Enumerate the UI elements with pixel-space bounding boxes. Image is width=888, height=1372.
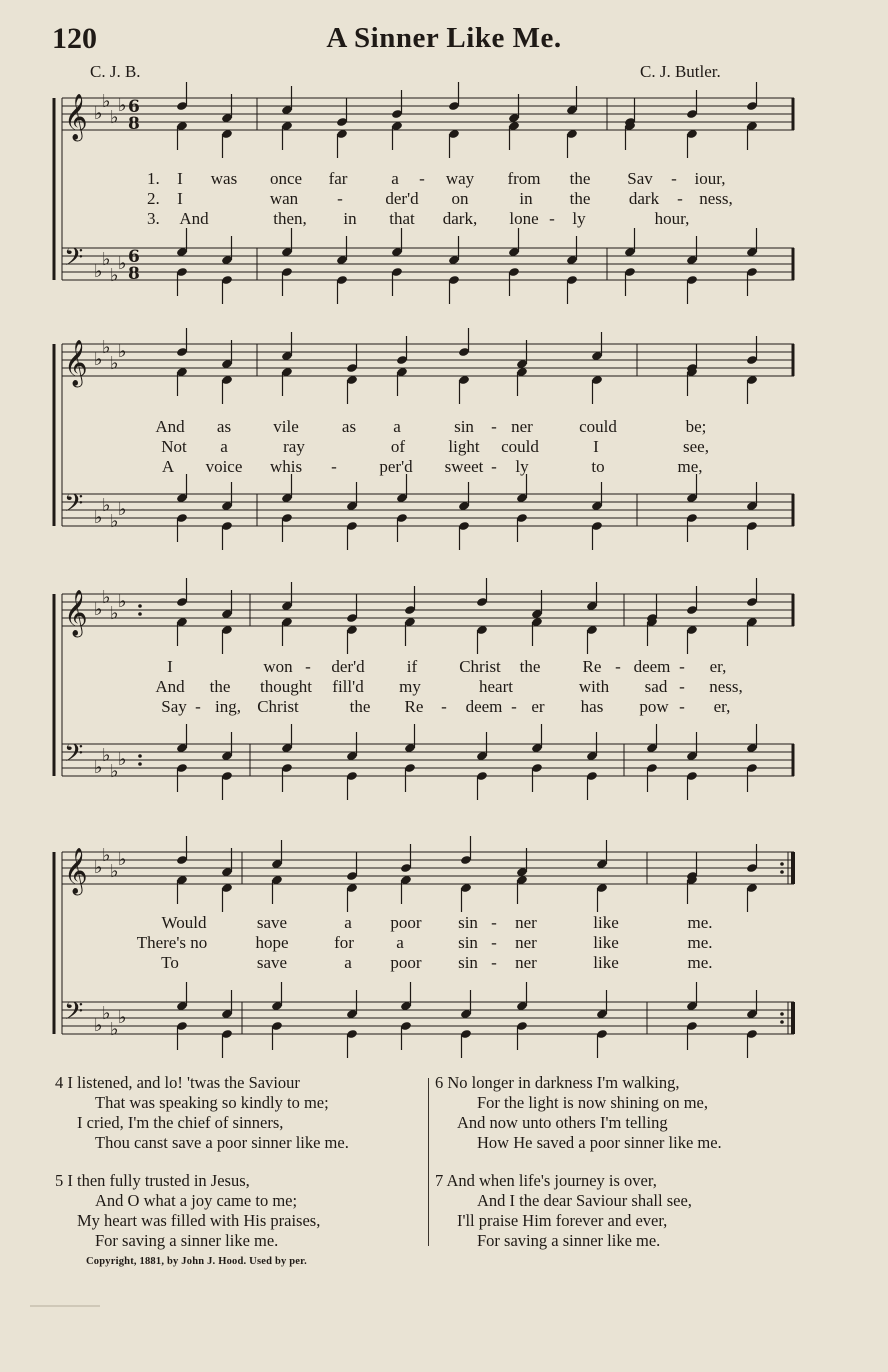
svg-text:8: 8	[128, 114, 140, 134]
syllable: save	[256, 913, 288, 932]
syllable: of	[390, 437, 406, 456]
syllable: wan	[269, 189, 299, 208]
svg-text:8: 8	[128, 264, 140, 284]
syllable: -	[615, 657, 621, 676]
music-system-4	[52, 808, 798, 1070]
syllable: deem	[633, 657, 671, 676]
hymn-title: A Sinner Like Me.	[326, 22, 562, 54]
verse-line: I then fully trusted in Jesus,	[67, 1171, 250, 1190]
verse-line: And when life's journey is over,	[446, 1171, 657, 1190]
syllable: a	[220, 437, 228, 456]
svg-text:♭: ♭	[102, 91, 111, 112]
svg-text:♭: ♭	[94, 507, 103, 528]
verse-line: For saving a sinner like me.	[477, 1231, 661, 1250]
syllable: with	[578, 677, 610, 696]
syllable: poor	[390, 913, 422, 932]
svg-text:𝄞: 𝄞	[64, 94, 88, 140]
syllable: There's no	[136, 933, 208, 952]
syllable: could	[501, 437, 539, 456]
syllable: me.	[687, 933, 713, 952]
verse-line: I cried, I'm the chief of sinners,	[77, 1113, 284, 1132]
verse-5	[55, 1171, 320, 1251]
syllable: dark	[628, 189, 660, 208]
syllable: for	[334, 933, 354, 952]
syllable: like	[593, 953, 619, 972]
syllable: has	[580, 697, 604, 716]
svg-text:♭: ♭	[94, 1015, 103, 1036]
syllable: the	[569, 169, 591, 188]
svg-text:♭: ♭	[110, 1019, 119, 1040]
svg-text:♭: ♭	[94, 757, 103, 778]
syllable: -	[491, 933, 497, 952]
verse-line: Thou canst save a poor sinner like me.	[95, 1133, 349, 1152]
syllable: -	[491, 417, 497, 436]
syllable: as	[216, 417, 232, 436]
syllable: poor	[390, 953, 422, 972]
syllable: sin	[458, 913, 478, 932]
svg-text:♭: ♭	[118, 499, 127, 520]
svg-text:𝄢: 𝄢	[64, 489, 84, 524]
syllable: ing,	[215, 697, 241, 716]
svg-text:𝄞: 𝄞	[64, 340, 88, 386]
syllable: I	[177, 169, 183, 188]
syllable: a	[391, 169, 399, 188]
column-divider	[428, 1078, 429, 1246]
syllable: -	[549, 209, 555, 228]
syllable: save	[256, 953, 288, 972]
verse-line: I listened, and lo! 'twas the Saviour	[67, 1073, 300, 1092]
syllable: ner	[515, 933, 537, 952]
svg-text:♭: ♭	[94, 349, 103, 370]
syllable: hope	[255, 933, 289, 952]
svg-text:6: 6	[128, 247, 140, 267]
verse-number: 6	[435, 1073, 444, 1092]
syllable: -	[419, 169, 425, 188]
syllable: Sav	[627, 169, 653, 188]
syllable: -	[305, 657, 311, 676]
syllable: hour,	[654, 209, 690, 228]
svg-text:♭: ♭	[118, 591, 127, 612]
syllable: sin	[458, 953, 478, 972]
syllable: -	[679, 657, 685, 676]
verse-line: And O what a joy came to me;	[95, 1191, 298, 1210]
syllable: sweet	[444, 457, 484, 476]
syllable: der'd	[385, 189, 419, 208]
syllable: iour,	[694, 169, 726, 188]
copyright-notice: Copyright, 1881, by John J. Hood. Used by per.	[86, 1256, 307, 1267]
syllable: -	[679, 677, 685, 696]
verse-line: My heart was filled with His praises,	[77, 1211, 321, 1230]
lyric-line	[52, 953, 798, 973]
syllable: ness,	[699, 189, 733, 208]
syllable: I	[167, 657, 173, 676]
syllable: Would	[161, 913, 207, 932]
syllable: -	[491, 913, 497, 932]
syllable: heart	[479, 677, 513, 696]
svg-text:𝄢: 𝄢	[64, 997, 84, 1032]
verse-4	[55, 1073, 349, 1153]
syllable: won	[263, 657, 293, 676]
syllable: the	[349, 697, 371, 716]
syllable: light	[448, 437, 480, 456]
verse-number: 4	[55, 1073, 64, 1092]
syllable: I	[593, 437, 599, 456]
syllable: sin	[458, 933, 478, 952]
syllable: could	[579, 417, 617, 436]
syllable: To	[161, 953, 179, 972]
syllable: ner	[515, 953, 537, 972]
syllable: the	[569, 189, 591, 208]
syllable: way	[445, 169, 475, 188]
syllable: dark,	[442, 209, 478, 228]
svg-text:♭: ♭	[110, 265, 119, 286]
music-credit: C. J. Butler.	[640, 62, 721, 81]
lyric-line	[52, 657, 798, 677]
syllable: be;	[685, 417, 707, 436]
svg-text:𝄞: 𝄞	[64, 848, 88, 894]
svg-text:♭: ♭	[118, 849, 127, 870]
syllable: in	[519, 189, 533, 208]
svg-text:♭: ♭	[94, 103, 103, 124]
syllable: A	[161, 457, 175, 476]
syllable: -	[441, 697, 447, 716]
syllable: on	[451, 189, 469, 208]
svg-text:6: 6	[128, 97, 140, 117]
verse-number: 3.	[147, 209, 160, 228]
syllable: -	[511, 697, 517, 716]
svg-text:♭: ♭	[102, 495, 111, 516]
verse-line: For saving a sinner like me.	[95, 1231, 279, 1250]
syllable: -	[195, 697, 201, 716]
syllable: -	[671, 169, 677, 188]
verse-line: That was speaking so kindly to me;	[95, 1093, 329, 1112]
syllable: then,	[273, 209, 307, 228]
syllable: per'd	[379, 457, 413, 476]
syllable: er,	[709, 657, 727, 676]
syllable: -	[491, 457, 497, 476]
syllable: Christ	[257, 697, 299, 716]
syllable: der'd	[331, 657, 365, 676]
syllable: like	[593, 913, 619, 932]
syllable: me.	[687, 953, 713, 972]
syllable: once	[269, 169, 303, 188]
syllable: me.	[687, 913, 713, 932]
syllable: a	[344, 953, 352, 972]
syllable: er	[531, 697, 545, 716]
svg-text:♭: ♭	[118, 253, 127, 274]
svg-text:♭: ♭	[110, 861, 119, 882]
svg-text:♭: ♭	[102, 249, 111, 270]
syllable: voice	[205, 457, 243, 476]
syllable: deem	[465, 697, 503, 716]
syllable: was	[210, 169, 238, 188]
svg-text:♭: ♭	[118, 341, 127, 362]
syllable: as	[341, 417, 357, 436]
syllable: Re	[404, 697, 424, 716]
svg-text:♭: ♭	[102, 845, 111, 866]
svg-text:♭: ♭	[110, 511, 119, 532]
syllable: -	[679, 697, 685, 716]
syllable: er,	[713, 697, 731, 716]
syllable: in	[343, 209, 357, 228]
syllable: if	[406, 657, 418, 676]
syllable: me,	[677, 457, 703, 476]
verse-7	[435, 1171, 692, 1251]
syllable: -	[677, 189, 683, 208]
verse-number: 1.	[147, 169, 160, 188]
syllable: -	[337, 189, 343, 208]
lyric-line	[52, 189, 798, 209]
syllable: I	[177, 189, 183, 208]
syllable: to	[591, 457, 605, 476]
syllable: lone	[509, 209, 539, 228]
lyric-line	[52, 417, 798, 437]
lyric-line	[52, 677, 798, 697]
syllable: vile	[273, 417, 299, 436]
svg-text:♭: ♭	[94, 857, 103, 878]
syllable: thought	[260, 677, 312, 696]
syllable: -	[331, 457, 337, 476]
verse-number: 7	[435, 1171, 444, 1190]
music-system-3	[52, 568, 798, 808]
syllable: like	[593, 933, 619, 952]
syllable: see,	[683, 437, 709, 456]
svg-text:♭: ♭	[110, 603, 119, 624]
syllable: ray	[283, 437, 305, 456]
syllable: the	[209, 677, 231, 696]
lyric-line	[52, 933, 798, 953]
svg-text:♭: ♭	[110, 107, 119, 128]
svg-text:♭: ♭	[118, 749, 127, 770]
words-credit: C. J. B.	[90, 62, 141, 81]
lyric-line	[52, 913, 798, 933]
music-system-2	[52, 328, 798, 568]
syllable: And	[155, 677, 185, 696]
syllable: a	[396, 933, 404, 952]
verse-6	[435, 1073, 722, 1153]
svg-text:𝄢: 𝄢	[64, 739, 84, 774]
svg-text:♭: ♭	[118, 1007, 127, 1028]
lyric-line	[52, 457, 798, 477]
svg-text:♭: ♭	[118, 95, 127, 116]
verse-line: No longer in darkness I'm walking,	[447, 1073, 680, 1092]
lyric-line	[52, 209, 798, 229]
syllable: And	[179, 209, 209, 228]
syllable: ly	[572, 209, 586, 228]
syllable: sad	[644, 677, 668, 696]
verse-number: 2.	[147, 189, 160, 208]
syllable: Not	[161, 437, 187, 456]
syllable: fill'd	[332, 677, 364, 696]
syllable: my	[399, 677, 421, 696]
svg-text:𝄢: 𝄢	[64, 243, 84, 278]
syllable: Re	[582, 657, 602, 676]
verse-line: I'll praise Him forever and ever,	[457, 1211, 668, 1230]
syllable: ly	[515, 457, 529, 476]
verse-line: For the light is now shining on me,	[477, 1093, 708, 1112]
svg-text:♭: ♭	[102, 1003, 111, 1024]
svg-text:♭: ♭	[102, 337, 111, 358]
svg-text:♭: ♭	[94, 599, 103, 620]
music-system-1	[52, 88, 798, 328]
svg-text:♭: ♭	[102, 745, 111, 766]
syllable: Say	[161, 697, 187, 716]
syllable: a	[393, 417, 401, 436]
syllable: ness,	[709, 677, 743, 696]
syllable: Christ	[459, 657, 501, 676]
syllable: And	[155, 417, 185, 436]
syllable: the	[519, 657, 541, 676]
verse-line: How He saved a poor sinner like me.	[477, 1133, 722, 1152]
syllable: sin	[454, 417, 474, 436]
lyric-line	[52, 437, 798, 457]
svg-text:♭: ♭	[94, 261, 103, 282]
page-smudge	[30, 1305, 100, 1307]
syllable: ner	[515, 913, 537, 932]
syllable: that	[389, 209, 415, 228]
verse-number: 5	[55, 1171, 64, 1190]
syllable: from	[507, 169, 541, 188]
svg-text:♭: ♭	[110, 353, 119, 374]
syllable: pow	[639, 697, 669, 716]
lyric-line	[52, 697, 798, 717]
verse-line: And I the dear Saviour shall see,	[477, 1191, 692, 1210]
syllable: ner	[511, 417, 533, 436]
syllable: far	[328, 169, 348, 188]
lyric-line	[52, 169, 798, 189]
syllable: -	[491, 953, 497, 972]
svg-text:♭: ♭	[102, 587, 111, 608]
svg-text:𝄞: 𝄞	[64, 590, 88, 636]
syllable: whis	[269, 457, 303, 476]
verse-line: And now unto others I'm telling	[457, 1113, 668, 1132]
syllable: a	[344, 913, 352, 932]
svg-text:♭: ♭	[110, 761, 119, 782]
page-number: 120	[52, 22, 97, 55]
